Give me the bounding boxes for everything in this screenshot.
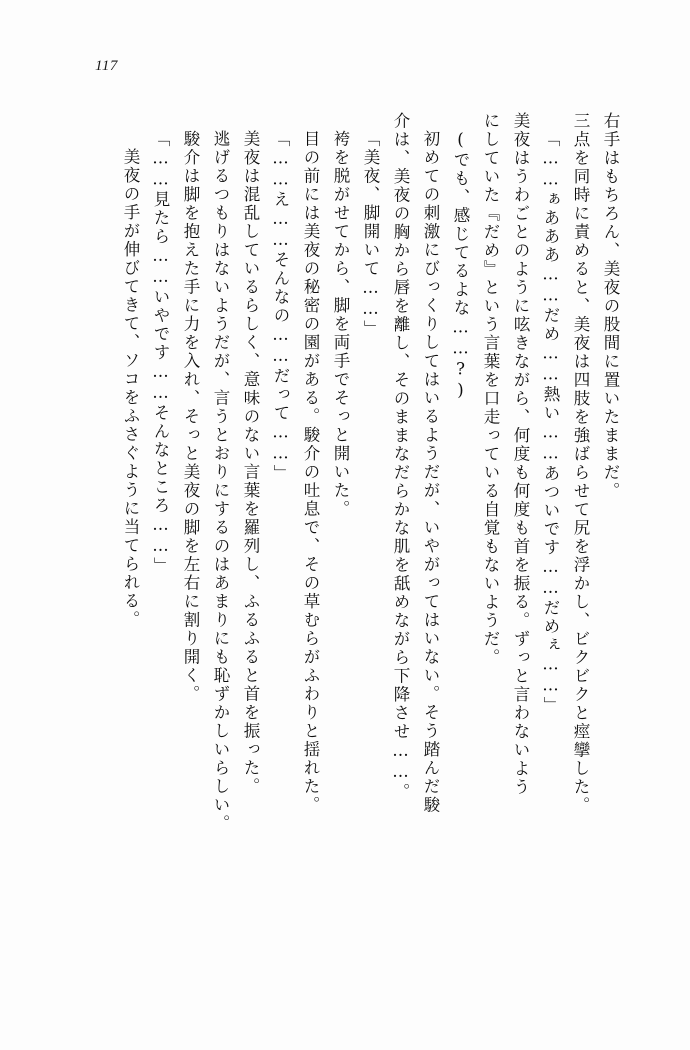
text-column: 逃げるつもりはないようだが、言うとおりにするのはあまりにも恥ずかしいらしい。: [211, 130, 230, 833]
text-column: 「……え……そんなの……だって……」: [271, 130, 290, 483]
text-column: 初めての刺激にびっくりしてはいるようだが、いやがってはいない。そう踏んだ駿: [421, 130, 440, 815]
text-column: 美夜は混乱しているらしく、意味のない言葉を羅列し、ふるふると首を振った。: [241, 130, 260, 796]
text-column: 「……ぁあああ……だめ……熱い……あついです……だめぇ……」: [541, 130, 560, 715]
text-column: 美夜はうわごとのように呟きながら、何度も何度も首を振る。ずっと言わないよう: [511, 112, 530, 797]
text-column: 「……見たら……いやです……そんなところ……」: [151, 130, 170, 576]
text-column: (でも、感じてるよな……?): [451, 130, 470, 402]
text-column: 右手はもちろん、美夜の股間に置いたままだ。: [601, 112, 620, 501]
text-column: 美夜の手が伸びてきて、ソコをふさぐように当てられる。: [121, 148, 140, 629]
vertical-text-body: [64, 112, 618, 942]
text-column: 袴を脱がせてから、脚を両手でそっと開いた。: [331, 130, 350, 519]
text-column: 介は、美夜の胸から唇を離し、そのままなだらかな肌を舐めながら下降させ……。: [391, 112, 410, 802]
text-column: 目の前には美夜の秘密の園がある。駿介の吐息で、その草むらがふわりと揺れた。: [301, 130, 320, 815]
text-column: 三点を同時に責めると、美夜は四肢を強ばらせて尻を浮かし、ビクビクと痙攣した。: [571, 112, 590, 815]
page-number: 117: [95, 58, 118, 74]
text-column: にしていた『だめ』という言葉を口走っている自覚もないようだ。: [481, 112, 500, 667]
text-column: 「美夜、脚開いて……」: [361, 130, 380, 339]
text-column: 駿介は脚を抱えた手に力を入れ、そっと美夜の脚を左右に割り開く。: [181, 130, 200, 704]
